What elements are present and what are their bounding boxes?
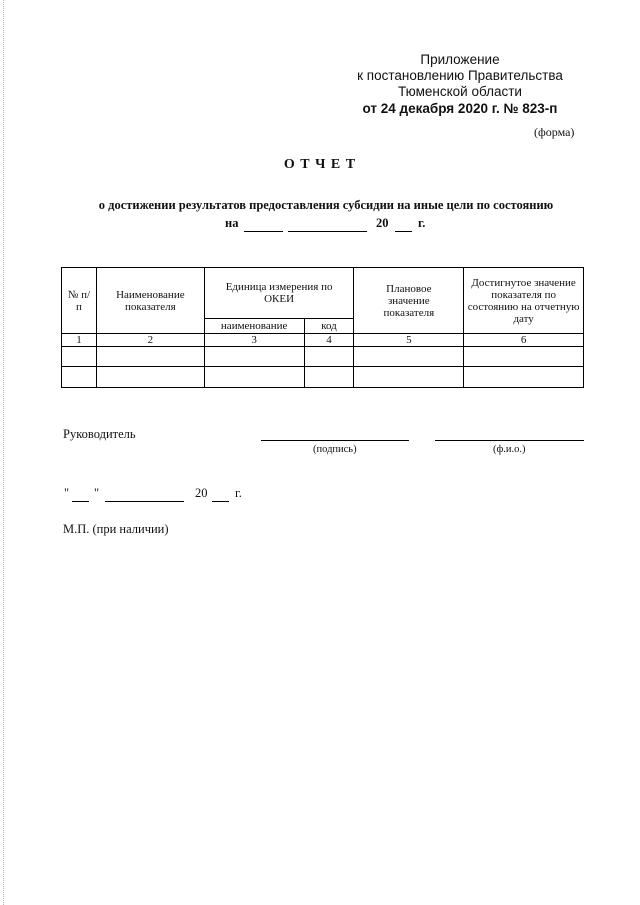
scan-edge-left [3, 0, 5, 905]
header-plan-value: Плановое значение показателя [354, 268, 464, 334]
report-title: О Т Ч Е Т [283, 157, 357, 172]
table-cell[interactable] [354, 367, 464, 388]
table-row [62, 347, 584, 367]
sign-day-blank[interactable] [72, 501, 89, 502]
header-resolution: к постановлению Правительства [357, 68, 563, 83]
table-cell[interactable] [204, 347, 304, 367]
table-row [62, 367, 584, 388]
header-date-number: от 24 декабря 2020 г. № 823-п [362, 101, 558, 116]
report-table [61, 267, 584, 388]
sign-month-blank[interactable] [105, 501, 184, 502]
header-appendix: Приложение [420, 52, 500, 67]
date-suffix: г. [418, 216, 426, 230]
sign-year-blank[interactable] [212, 501, 229, 502]
date-day-blank [244, 231, 283, 232]
signature-blank[interactable] [261, 440, 409, 441]
header-indicator-name: Наименование показателя [96, 268, 204, 334]
table-cell[interactable] [464, 367, 584, 388]
table-cell[interactable] [96, 347, 204, 367]
sign-date-suffix: г. [235, 486, 242, 500]
fio-blank[interactable] [435, 440, 584, 441]
table-cell[interactable] [62, 347, 97, 367]
col-number-2: 2 [96, 334, 204, 347]
date-prefix: на [225, 216, 239, 230]
header-achieved-value: Достигнутое значение показателя по состоянию на отчетную дату [464, 268, 584, 334]
header-num: № п/п [62, 268, 97, 334]
table-cell[interactable] [304, 347, 354, 367]
sign-year-prefix: 20 [195, 486, 208, 500]
col-number-3: 3 [204, 334, 304, 347]
header-region: Тюменской области [398, 84, 522, 99]
sign-date-quote-close: " [94, 486, 100, 500]
head-label: Руководитель [63, 427, 136, 441]
col-number-5: 5 [354, 334, 464, 347]
header-unit-code: код [304, 319, 354, 334]
table-cell[interactable] [354, 347, 464, 367]
date-year-blank [395, 231, 412, 232]
table-cell[interactable] [62, 367, 97, 388]
table-cell[interactable] [304, 367, 354, 388]
col-number-1: 1 [62, 334, 97, 347]
table-cell[interactable] [464, 347, 584, 367]
date-year-prefix: 20 [376, 216, 389, 230]
sign-date-quote-open: " [64, 486, 70, 500]
table-number-row [62, 334, 584, 347]
form-label: (форма) [534, 125, 575, 139]
table-cell[interactable] [96, 367, 204, 388]
date-month-blank [288, 231, 367, 232]
header-unit: Единица измерения по ОКЕИ [204, 268, 354, 319]
table-cell[interactable] [204, 367, 304, 388]
header-unit-name: наименование [204, 319, 304, 334]
stamp-note: М.П. (при наличии) [63, 522, 169, 536]
signature-caption: (подпись) [313, 444, 357, 455]
col-number-6: 6 [464, 334, 584, 347]
report-subtitle: о достижении результатов предоставления субсидии на иные цели по состоянию [98, 198, 554, 212]
col-number-4: 4 [304, 334, 354, 347]
fio-caption: (ф.и.о.) [493, 444, 526, 455]
